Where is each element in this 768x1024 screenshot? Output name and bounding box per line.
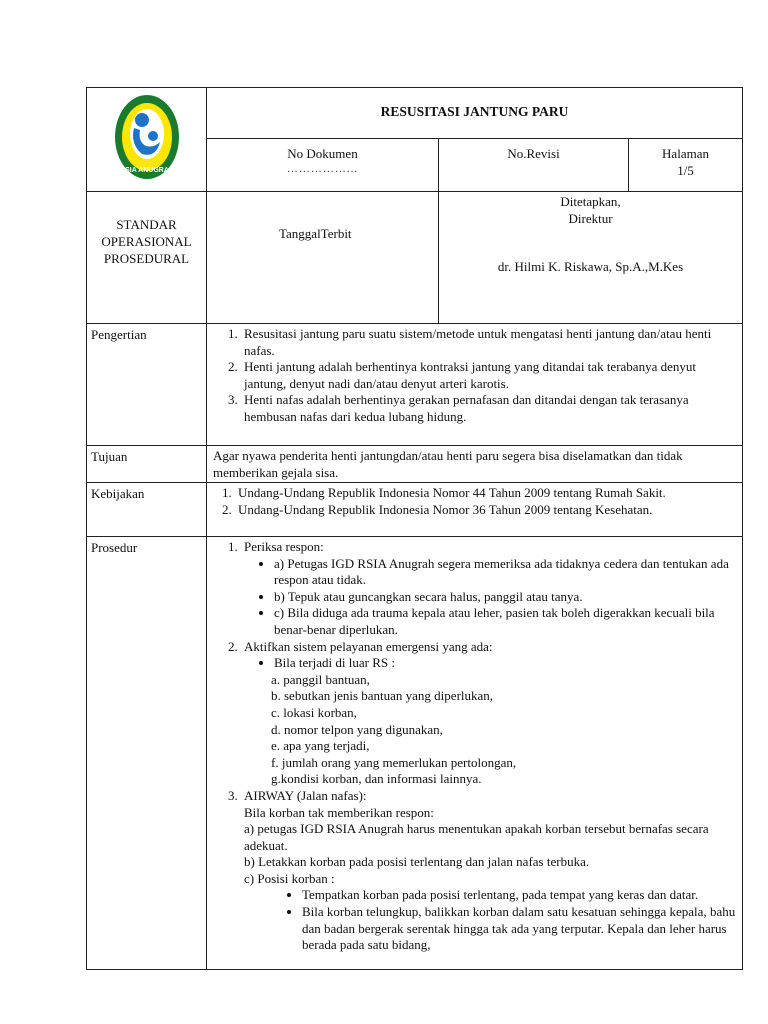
halaman-value: 1/5 xyxy=(677,162,694,178)
tanggal-terbit-cell xyxy=(207,192,439,324)
list-item: f. jumlah orang yang memerlukan pertolongan, xyxy=(271,754,517,770)
direktur-label: Direktur xyxy=(568,210,613,226)
list-item: 2. Aktifkan sistem pelayanan emergensi yang ada: • Bila terjadi di luar RS : a. panggil bantuan, b. sebutkan jenis bantuan yang diperlukan, c. lokasi korban, d. nomor telpon yang digunakan, e. apa yang terjadi, f. jumlah orang yang memerlukan pertolongan, g.kondisi korban, dan informasi lainnya. xyxy=(241,639,736,788)
ditetapkan-cell xyxy=(439,192,743,324)
kebijakan-label: Kebijakan xyxy=(87,483,207,537)
sop-label: STANDAR OPERASIONAL PROSEDURAL xyxy=(87,192,207,324)
list-item: c) Posisi korban : xyxy=(244,870,335,886)
list-item: 1. Periksa respon: • a) Petugas IGD RSIA Anugrah segera memeriksa ada tidaknya cedera dan tentukan ada respon atau tidak. • b) Tepuk atau guncangkan secara halus, panggil atau tanya. • c) Bila diduga ada trauma kepala atau leher, pasien tak boleh digerakkan kecuali bila benar-benar diperlukan. xyxy=(241,539,736,639)
list-item: 2. Undang-Undang Republik Indonesia Nomor 36 Tahun 2009 tentang Kesehatan. xyxy=(235,502,736,519)
list-item: • b) Tepuk atau guncangkan secara halus, panggil atau tanya. xyxy=(274,589,736,606)
list-item: b. sebutkan jenis bantuan yang diperlukan, xyxy=(271,688,494,704)
list-item: 3. Henti nafas adalah berhentinya gerakan pernafasan dan ditandai dengan tak terasanya hembusan nafas dari kedua lubang hidung. xyxy=(241,392,736,425)
list-item: • c) Bila diduga ada trauma kepala atau leher, pasien tak boleh digerakkan kecuali bila benar-benar diperlukan. xyxy=(274,605,736,638)
tujuan-content: Agar nyawa penderita henti jantungdan/atau henti paru segera bisa diselamatkan dan tidak memberikan gejala sisa. xyxy=(207,446,743,483)
list-item: • Bila korban telungkup, balikkan korban dalam satu kesatuan sehingga kepala, bahu dan badan bergerak serentak hingga tak ada yang terputar. Kepala dan leher harus berada pada satu bidang, xyxy=(302,904,736,954)
list-item: • Tempatkan korban pada posisi terlentang, pada tempat yang keras dan datar. xyxy=(302,887,736,904)
sop-table xyxy=(86,87,743,970)
no-dokumen-cell xyxy=(207,139,439,192)
no-dokumen-label: No Dokumen xyxy=(287,146,358,161)
tujuan-label: Tujuan xyxy=(87,446,207,483)
list-item: Bila korban tak memberikan respon: xyxy=(244,804,434,820)
list-item: d. nomor telpon yang digunakan, xyxy=(271,721,443,737)
document-title: RESUSITASI JANTUNG PARU xyxy=(207,88,743,139)
prosedur-content xyxy=(207,537,743,970)
kebijakan-content xyxy=(207,483,743,537)
pengertian-content xyxy=(207,324,743,446)
list-item: 3. AIRWAY (Jalan nafas): Bila korban tak memberikan respon: a) petugas IGD RSIA Anugrah harus menentukan apakah korban tersebut bernafas secara adekuat. b) Letakkan korban pada posisi terlentang dan jalan nafas terbuka. c) Posisi korban : • Tempatkan korban pada posisi terlentang, pada tempat yang keras dan datar. • Bila korban telungkup, balikkan korban dalam satu kesatuan sehingga kepala, bahu dan badan bergerak serentak hingga tak ada yang terputar. Kepala dan leher harus berada pada satu bidang, xyxy=(241,788,736,954)
list-item: • a) Petugas IGD RSIA Anugrah segera memeriksa ada tidaknya cedera dan tentukan ada respon atau tidak. xyxy=(274,556,736,589)
prosedur-label: Prosedur xyxy=(87,537,207,970)
list-item: g.kondisi korban, dan informasi lainnya. xyxy=(271,771,482,787)
no-dokumen-value: ……………... xyxy=(286,162,359,175)
no-revisi-label: No.Revisi xyxy=(507,146,560,161)
list-item: a. panggil bantuan, xyxy=(271,671,370,687)
hospital-logo-icon xyxy=(112,92,182,182)
pengertian-label: Pengertian xyxy=(87,324,207,446)
list-item: b) Letakkan korban pada posisi terlentang dan jalan nafas terbuka. xyxy=(244,854,590,870)
halaman-cell xyxy=(629,139,743,192)
list-item: 1. Undang-Undang Republik Indonesia Nomor 44 Tahun 2009 tentang Rumah Sakit. xyxy=(235,485,736,502)
list-item: e. apa yang terjadi, xyxy=(271,738,370,754)
list-item: 2. Henti jantung adalah berhentinya kontraksi jantung yang ditandai tak terabanya denyut jantung, denyut nadi dan/atau denyut arteri karotis. xyxy=(241,359,736,392)
list-item: • Bila terjadi di luar RS : a. panggil bantuan, b. sebutkan jenis bantuan yang diperlukan, c. lokasi korban, d. nomor telpon yang digunakan, e. apa yang terjadi, f. jumlah orang yang memerlukan pertolongan, g.kondisi korban, dan informasi lainnya. xyxy=(274,655,736,788)
direktur-name: dr. Hilmi K. Riskawa, Sp.A.,M.Kes xyxy=(497,259,684,275)
ditetapkan-label: Ditetapkan, xyxy=(560,194,621,209)
no-revisi-cell xyxy=(439,139,629,192)
logo-cell xyxy=(87,88,207,192)
halaman-label: Halaman xyxy=(662,146,709,161)
list-item: 1. Resusitasi jantung paru suatu sistem/metode untuk mengatasi henti jantung dan/atau henti nafas. xyxy=(241,326,736,359)
list-item: c. lokasi korban, xyxy=(271,704,357,720)
list-item: a) petugas IGD RSIA Anugrah harus menentukan apakah korban tersebut bernafas secara adekuat. xyxy=(244,821,709,853)
tanggal-terbit-label: TanggalTerbit xyxy=(279,226,352,241)
logo-text: RSIA ANUGRAH xyxy=(119,167,174,175)
